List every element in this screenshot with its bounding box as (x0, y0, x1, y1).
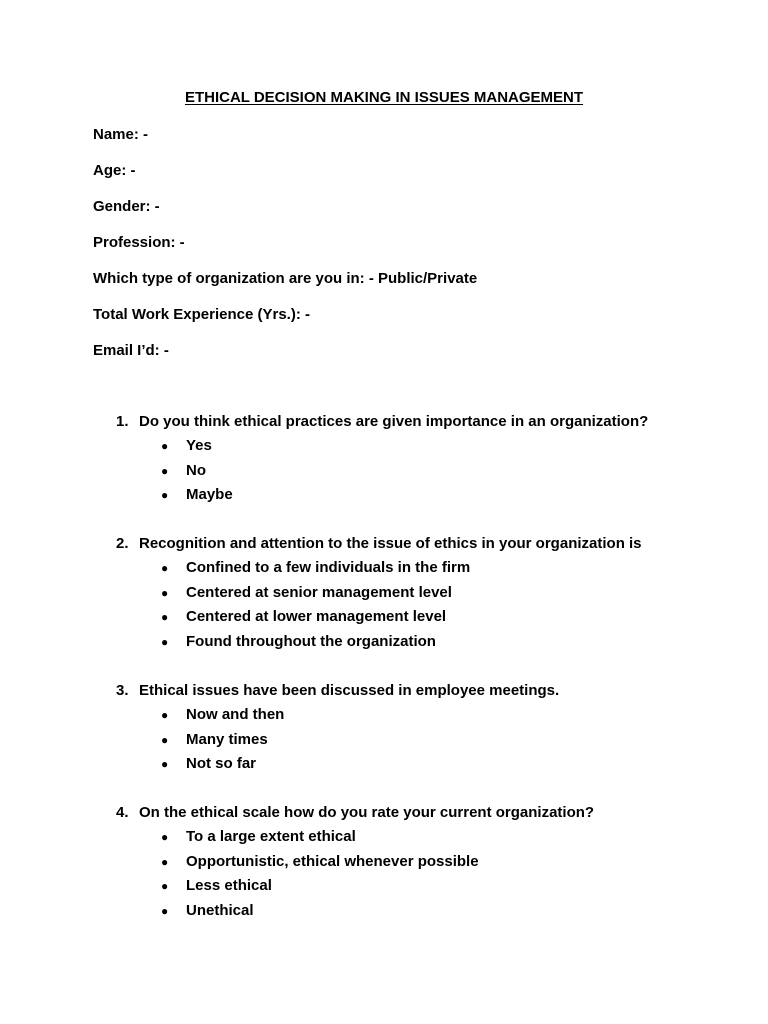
question-text: Do you think ethical practices are given importance in an organization? (139, 413, 649, 430)
question-text: Ethical issues have been discussed in employee meetings. (139, 681, 560, 699)
field-name: Name: - (93, 126, 149, 143)
option-item (116, 608, 648, 633)
option-item (116, 437, 648, 462)
bullet-icon: ● (161, 488, 169, 503)
option-label: Maybe (186, 486, 233, 504)
question-4 (116, 804, 648, 927)
option-item (116, 706, 648, 731)
option-item (116, 633, 648, 658)
respondent-info-fields (93, 126, 477, 378)
bullet-icon: ● (161, 903, 169, 918)
option-label: Many times (186, 730, 268, 748)
bullet-icon: ● (161, 610, 169, 625)
option-label: No (186, 461, 206, 479)
option-list (116, 706, 648, 780)
question-number: 1. (116, 413, 129, 430)
field-email: Email I’d: - (93, 342, 169, 359)
question-number: 3. (116, 681, 129, 699)
bullet-icon: ● (161, 561, 169, 576)
field-age: Age: - (93, 162, 136, 179)
page-title: ETHICAL DECISION MAKING IN ISSUES MANAGEMENT (184, 89, 584, 106)
bullet-icon: ● (161, 732, 169, 747)
field-organization-type: Which type of organization are you in: - Public/Private (93, 270, 478, 287)
question-2 (116, 535, 648, 658)
question-heading (116, 413, 648, 435)
option-label: Opportunistic, ethical whenever possible (186, 852, 479, 870)
question-heading (116, 535, 648, 557)
bullet-icon: ● (161, 463, 169, 478)
option-item (116, 559, 648, 584)
option-list (116, 559, 648, 658)
question-number: 4. (116, 803, 129, 821)
question-text: On the ethical scale how do you rate your current organization? (139, 803, 595, 821)
option-item (116, 902, 648, 927)
option-item (116, 853, 648, 878)
option-label: Found throughout the organization (186, 633, 436, 651)
option-item (116, 877, 648, 902)
option-item (116, 584, 648, 609)
bullet-icon: ● (161, 879, 169, 894)
option-item (116, 755, 648, 780)
option-item (116, 486, 648, 511)
option-item (116, 731, 648, 756)
option-label: Yes (186, 437, 212, 454)
field-work-experience: Total Work Experience (Yrs.): - (93, 306, 310, 323)
option-label: Less ethical (186, 877, 272, 895)
question-text: Recognition and attention to the issue of ethics in your organization is (139, 535, 642, 553)
option-list (116, 828, 648, 927)
option-list (116, 437, 648, 511)
field-profession: Profession: - (93, 234, 185, 251)
option-item (116, 828, 648, 853)
question-number: 2. (116, 535, 129, 553)
question-heading (116, 682, 648, 704)
bullet-icon: ● (161, 707, 169, 722)
bullet-icon: ● (161, 829, 169, 844)
question-heading (116, 804, 648, 826)
question-1 (116, 413, 648, 511)
option-label: Unethical (186, 901, 254, 919)
field-gender: Gender: - (93, 198, 160, 215)
bullet-icon: ● (161, 439, 169, 453)
bullet-icon: ● (161, 757, 169, 772)
option-label: Confined to a few individuals in the firm (186, 559, 471, 577)
bullet-icon: ● (161, 635, 169, 650)
option-item (116, 462, 648, 487)
option-label: Now and then (186, 705, 285, 723)
question-3 (116, 682, 648, 780)
option-label: Centered at senior management level (186, 583, 452, 601)
option-label: To a large extent ethical (186, 827, 356, 845)
bullet-icon: ● (161, 585, 169, 600)
option-label: Not so far (186, 755, 257, 773)
bullet-icon: ● (161, 854, 169, 869)
question-list (116, 413, 648, 951)
option-label: Centered at lower management level (186, 608, 447, 626)
